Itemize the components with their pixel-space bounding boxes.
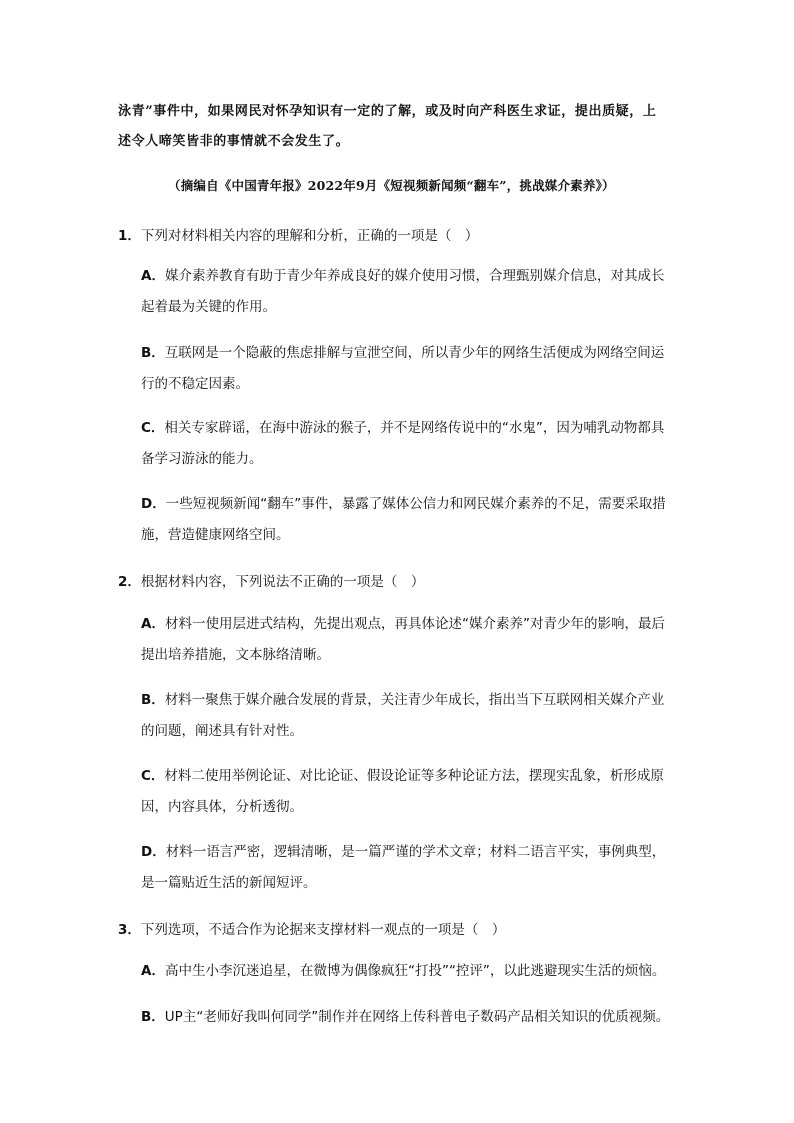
option-text-line-1: 相关专家辟谣，在海中游泳的猴子，并不是网络传说中的“水鬼”，因为哺乳动物都具	[164, 420, 665, 436]
question-2-option-d	[141, 837, 681, 899]
question-1-number: 1．	[118, 228, 141, 244]
option-text-line-1: 媒介素养教育有助于青少年养成良好的媒介使用习惯，合理甄别媒介信息，对其成长	[164, 268, 665, 284]
question-2-option-b	[141, 685, 681, 747]
question-2-stem: 根据材料内容，下列说法不正确的一项是（ ）	[140, 574, 425, 590]
option-letter: B．	[141, 345, 165, 361]
option-text-line-1: 互联网是一个隐蔽的焦虑排解与宣泄空间，所以青少年的网络生活便成为网络空间运	[164, 345, 665, 361]
intro-paragraph	[118, 97, 678, 157]
option-text-line-1: 材料一语言严密，逻辑清晰，是一篇严谨的学术文章；材料二语言平实，事例典型，	[165, 844, 666, 860]
option-text-line-2: 起着最为关键的作用。	[141, 299, 276, 315]
option-letter: D．	[141, 496, 166, 512]
intro-line-2: 述令人啼笑皆非的事情就不会发生了。	[118, 134, 350, 149]
option-text-line-2: 提出培养措施，文本脉络清晰。	[141, 647, 330, 663]
option-text-line-2: 的问题，阐述具有针对性。	[141, 723, 303, 739]
question-3	[118, 918, 505, 938]
option-letter: C．	[141, 768, 165, 784]
source-citation: （摘编自《中国青年报》2022年9月《短视频新闻频“翻车”，挑战媒介素养》）	[168, 178, 615, 193]
option-text-line-2: 因，内容具体，分析透彻。	[141, 799, 303, 815]
question-1-option-c	[141, 413, 681, 475]
option-letter: D．	[141, 844, 166, 860]
question-3-stem: 下列选项，不适合作为论据来支撑材料一观点的一项是（ ）	[140, 922, 506, 938]
option-letter: C．	[141, 420, 165, 436]
question-2-option-a	[141, 609, 681, 671]
question-1	[118, 224, 478, 244]
option-letter: A．	[141, 963, 165, 979]
option-text-line-1: 材料一聚焦于媒介融合发展的背景，关注青少年成长，指出当下互联网相关媒介产业	[164, 692, 665, 708]
question-3-option-a	[141, 956, 681, 987]
option-text-line-2: 行的不稳定因素。	[141, 376, 249, 392]
intro-line-1: 泳青”事件中，如果网民对怀孕知识有一定的了解，或及时向产科医生求证，提出质疑，上	[118, 104, 657, 119]
question-1-option-b	[141, 338, 681, 400]
question-2	[118, 570, 424, 590]
option-letter: B．	[141, 692, 165, 708]
question-3-option-b	[141, 1002, 681, 1033]
option-text-line-2: 是一篇贴近生活的新闻短评。	[141, 875, 317, 891]
question-1-option-d	[141, 489, 681, 551]
option-letter: B．	[141, 1009, 165, 1025]
option-text-line-2: 备学习游泳的能力。	[141, 451, 263, 467]
option-text-line-1: 一些短视频新闻“翻车”事件，暴露了媒体公信力和网民媒介素养的不足，需要采取措	[165, 496, 666, 512]
option-text-line-1: 材料一使用层进式结构，先提出观点，再具体论述“媒介素养”对青少年的影响，最后	[164, 616, 665, 632]
question-3-number: 3．	[118, 922, 141, 938]
option-letter: A．	[141, 268, 165, 284]
question-2-option-c	[141, 761, 681, 823]
option-text-line-1: UP主“老师好我叫何同学”制作并在网络上传科普电子数码产品相关知识的优质视频。	[164, 1009, 670, 1025]
question-1-stem: 下列对材料相关内容的理解和分析，正确的一项是（ ）	[140, 228, 479, 244]
option-text-line-2: 施，营造健康网络空间。	[141, 527, 290, 543]
option-text-line-1: 高中生小李沉迷追星，在微博为偶像疯狂“打投”“控评”，以此逃避现实生活的烦恼。	[164, 963, 666, 979]
question-1-option-a	[141, 261, 681, 323]
option-letter: A．	[141, 616, 165, 632]
option-text-line-1: 材料二使用举例论证、对比论证、假设论证等多种论证方法，摆现实乱象，析形成原	[164, 768, 664, 784]
question-2-number: 2．	[118, 574, 141, 590]
